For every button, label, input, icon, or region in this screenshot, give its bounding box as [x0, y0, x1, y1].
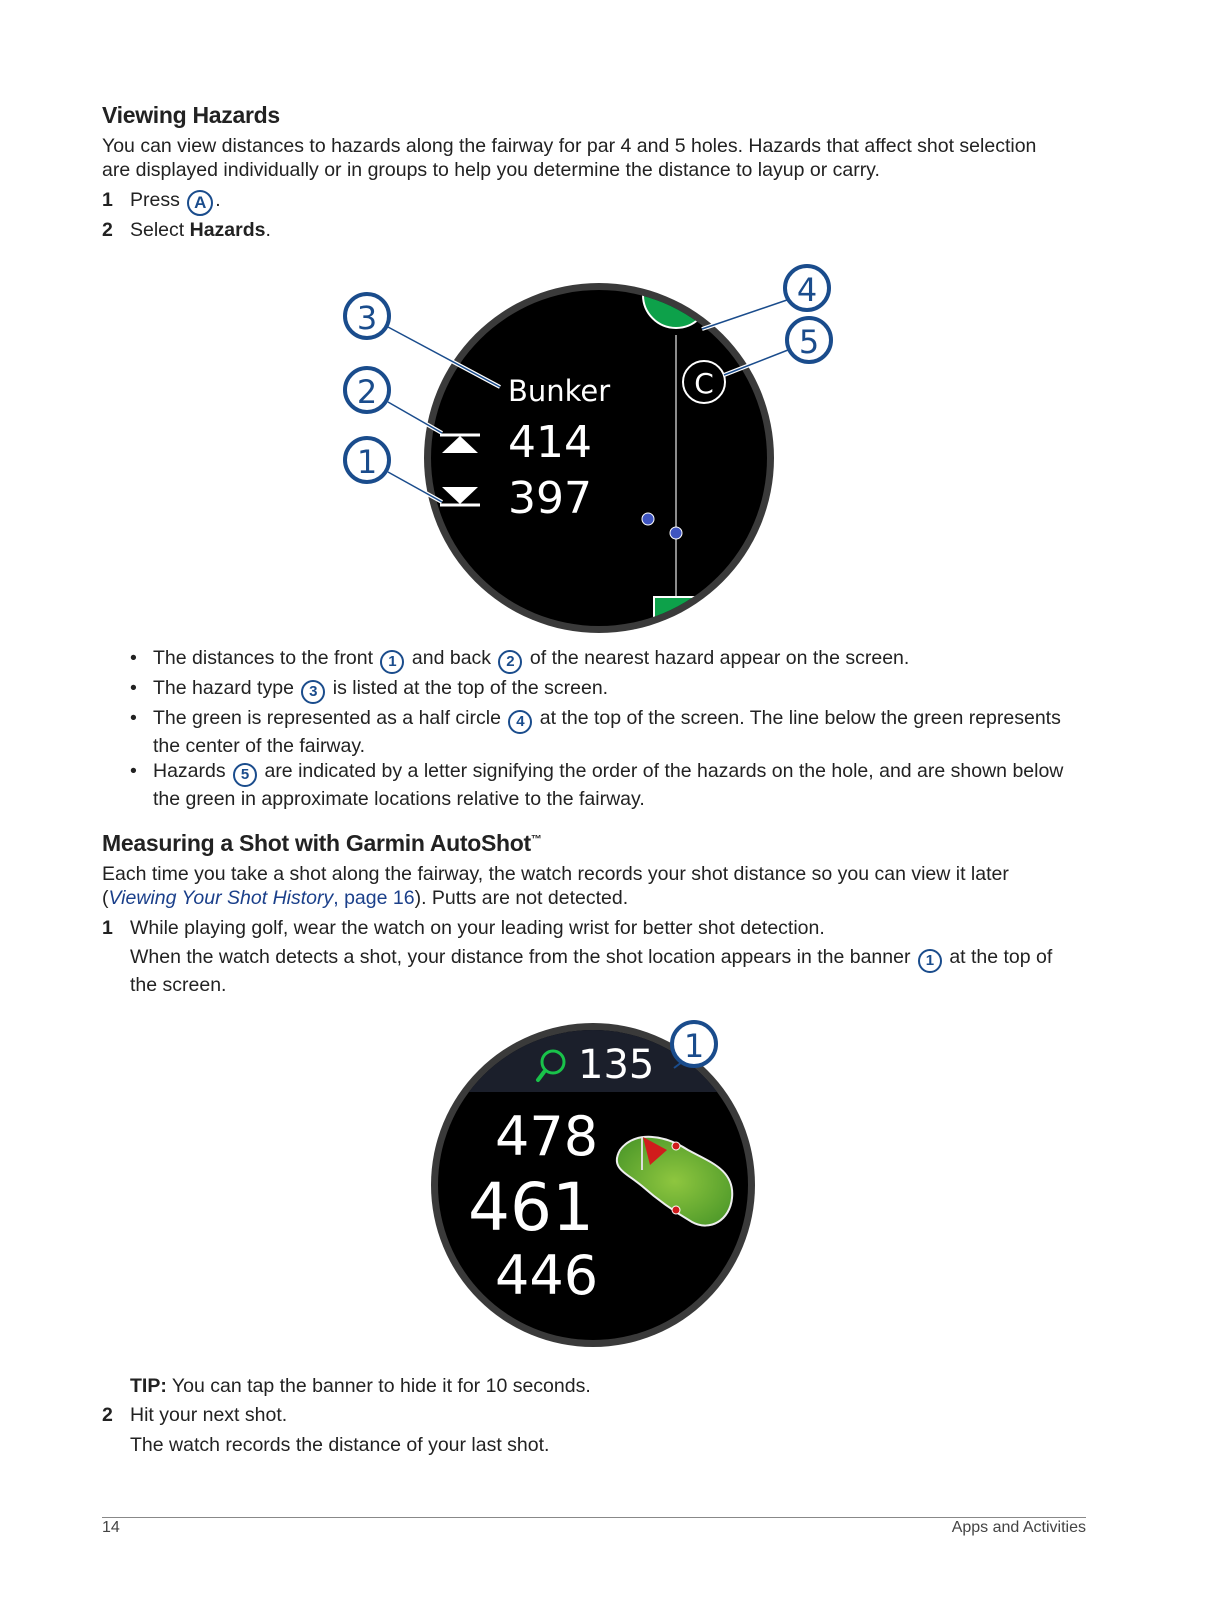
svg-text:2: 2 [356, 373, 378, 411]
callout-2-icon: 2 [498, 650, 522, 674]
svg-text:1: 1 [356, 443, 378, 481]
page-number: 14 [102, 1519, 120, 1536]
svg-text:1: 1 [683, 1027, 705, 1065]
hazard-type-label: Bunker [508, 374, 611, 408]
a-button-icon: A [187, 190, 213, 216]
front-distance: 446 [495, 1244, 599, 1307]
leader-line [702, 300, 787, 329]
hazards-watch-screen [330, 255, 850, 645]
callout-4 [785, 266, 829, 310]
callout-2 [345, 368, 389, 412]
step-2-detail: The watch records the distance of your last shot. [130, 1434, 550, 1456]
footer-section-title: Apps and Activities [951, 1519, 1086, 1536]
hazard-dot [642, 513, 654, 525]
step-1-detail: When the watch detects a shot, your distance from the shot location appears in the banner 1 at the top of the screen. [130, 946, 1053, 996]
back-distance: 414 [508, 417, 592, 468]
callout-1-icon: 1 [380, 650, 404, 674]
callout-1 [345, 438, 389, 482]
back-distance: 478 [495, 1105, 599, 1168]
callout-1-icon: 1 [918, 949, 942, 973]
watch-face [431, 290, 767, 626]
section-heading-autoshot: Measuring a Shot with Garmin AutoShot™ [102, 830, 542, 856]
hazard-dot [670, 527, 682, 539]
svg-text:5: 5 [798, 323, 820, 361]
footer-divider [102, 1517, 1086, 1518]
autoshot-watch-screen [420, 1010, 770, 1355]
callout-3-icon: 3 [301, 680, 325, 704]
section-heading-viewing-hazards: Viewing Hazards [102, 102, 280, 128]
autoshot-intro: Each time you take a shot along the fairway, the watch records your shot distance so you can view it later (Viewing Your Shot History, page 16). Putts are not detected. [102, 863, 1009, 909]
tip: TIP: You can tap the banner to hide it for 10 seconds. [130, 1375, 591, 1397]
svg-text:4: 4 [796, 271, 818, 309]
front-distance: 397 [508, 473, 592, 524]
intro-paragraph: You can view distances to hazards along the fairway for par 4 and 5 holes. Hazards that affect shot selection are displayed individually or in groups to help you determine the distance to layup or carry. [102, 135, 1037, 181]
callout-3 [345, 294, 389, 338]
callout-5-icon: 5 [233, 763, 257, 787]
callout-4-icon: 4 [508, 710, 532, 734]
hazard-letter: C [694, 367, 714, 400]
callout-5 [787, 318, 831, 362]
banner-distance: 135 [578, 1042, 655, 1088]
middle-distance: 461 [468, 1169, 594, 1246]
callout-1 [672, 1022, 716, 1066]
shot-history-link[interactable]: Viewing Your Shot History, page 16 [108, 887, 415, 909]
svg-text:3: 3 [356, 299, 378, 337]
